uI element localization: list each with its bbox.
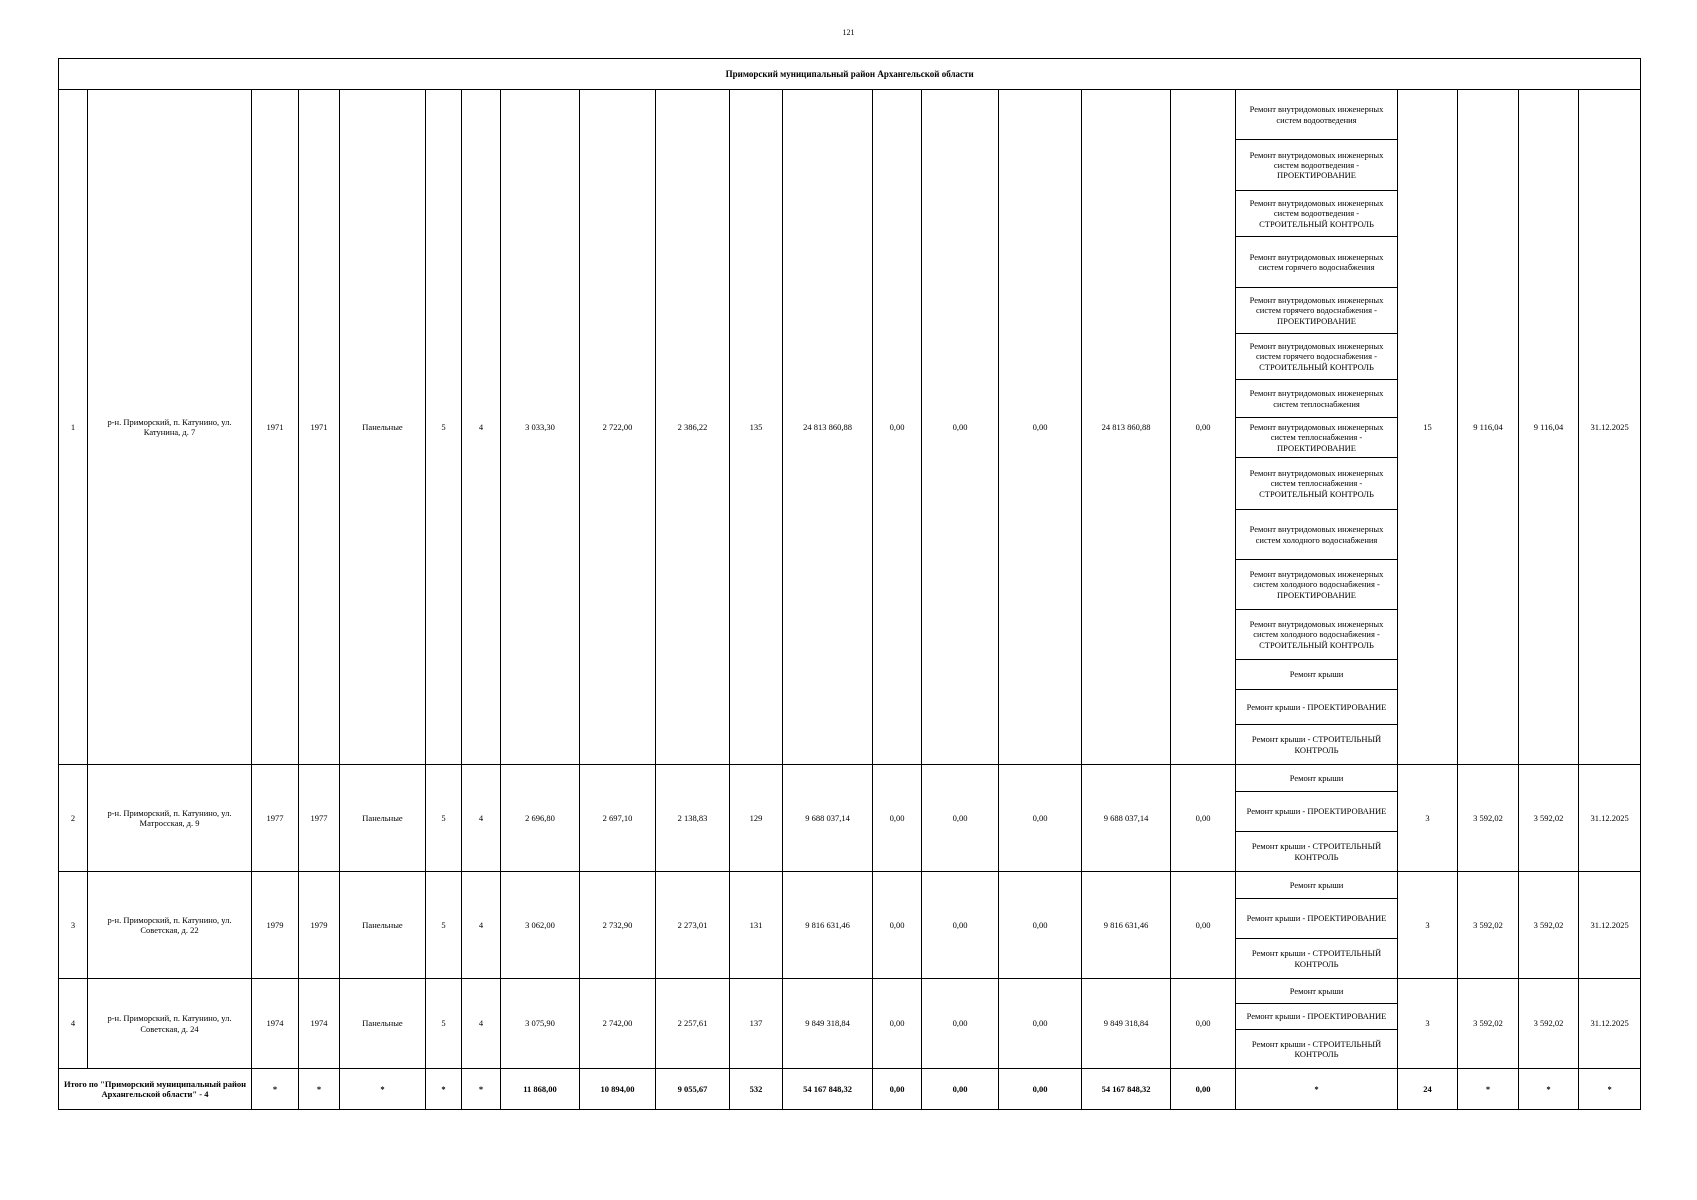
cell-year-built: 1971 bbox=[252, 90, 299, 765]
total-star: * bbox=[426, 1069, 462, 1110]
cell-area-all: 2 697,10 bbox=[580, 765, 656, 872]
total-work-count: 24 bbox=[1398, 1069, 1458, 1110]
cell-work-type: Ремонт крыши - ПРОЕКТИРОВАНИЕ bbox=[1236, 792, 1398, 832]
cell-address: р-н. Приморский, п. Катунино, ул. Советская, д. 24 bbox=[88, 979, 252, 1069]
cell-work-type: Ремонт внутридомовых инженерных систем водоотведения - СТРОИТЕЛЬНЫЙ КОНТРОЛЬ bbox=[1236, 191, 1398, 237]
cell-work-type: Ремонт крыши bbox=[1236, 765, 1398, 792]
cell-work-type: Ремонт крыши - СТРОИТЕЛЬНЫЙ КОНТРОЛЬ bbox=[1236, 832, 1398, 872]
cell-n: 4 bbox=[59, 979, 88, 1069]
cell-cost-total: 9 849 318,84 bbox=[783, 979, 873, 1069]
cell-fund-reg: 0,00 bbox=[922, 90, 999, 765]
cell-year-recon: 1971 bbox=[299, 90, 340, 765]
cell-work-type: Ремонт крыши - СТРОИТЕЛЬНЫЙ КОНТРОЛЬ bbox=[1236, 1030, 1398, 1069]
cell-area-total: 3 075,90 bbox=[501, 979, 580, 1069]
cell-work-type: Ремонт внутридомовых инженерных систем горячего водоснабжения - ПРОЕКТИРОВАНИЕ bbox=[1236, 288, 1398, 334]
cell-year-recon: 1977 bbox=[299, 765, 340, 872]
cell-floors: 5 bbox=[426, 90, 462, 765]
cell-work-type: Ремонт внутридомовых инженерных систем горячего водоснабжения bbox=[1236, 237, 1398, 288]
total-star: * bbox=[340, 1069, 426, 1110]
cell-fund-fed: 0,00 bbox=[873, 979, 922, 1069]
cell-work-type: Ремонт крыши bbox=[1236, 979, 1398, 1004]
cell-work-type: Ремонт крыши - СТРОИТЕЛЬНЫЙ КОНТРОЛЬ bbox=[1236, 939, 1398, 979]
cell-cost-limit: 3 592,02 bbox=[1519, 765, 1579, 872]
cell-fund-fed: 0,00 bbox=[873, 765, 922, 872]
cell-cost-unit: 3 592,02 bbox=[1458, 765, 1519, 872]
cell-cost-unit: 9 116,04 bbox=[1458, 90, 1519, 765]
cell-work-type: Ремонт внутридомовых инженерных систем холодного водоснабжения - СТРОИТЕЛЬНЫЙ КОНТРОЛЬ bbox=[1236, 610, 1398, 660]
cell-year-recon: 1974 bbox=[299, 979, 340, 1069]
total-area-total: 11 868,00 bbox=[501, 1069, 580, 1110]
cell-cost-limit: 3 592,02 bbox=[1519, 872, 1579, 979]
cell-work-type: Ремонт внутридомовых инженерных систем горячего водоснабжения - СТРОИТЕЛЬНЫЙ КОНТРОЛЬ bbox=[1236, 334, 1398, 380]
cell-cost-limit: 9 116,04 bbox=[1519, 90, 1579, 765]
cell-year-built: 1979 bbox=[252, 872, 299, 979]
cell-floors: 5 bbox=[426, 979, 462, 1069]
cell-wall: Панельные bbox=[340, 90, 426, 765]
cell-fund-owners: 24 813 860,88 bbox=[1082, 90, 1171, 765]
cell-n: 3 bbox=[59, 872, 88, 979]
cell-cost-unit: 3 592,02 bbox=[1458, 872, 1519, 979]
total-fund-mun: 0,00 bbox=[999, 1069, 1082, 1110]
total-star: * bbox=[1579, 1069, 1641, 1110]
total-star: * bbox=[299, 1069, 340, 1110]
cell-fund-other: 0,00 bbox=[1171, 765, 1236, 872]
cell-fund-reg: 0,00 bbox=[922, 872, 999, 979]
total-fund-fed: 0,00 bbox=[873, 1069, 922, 1110]
cell-area-all: 2 722,00 bbox=[580, 90, 656, 765]
region-title: Приморский муниципальный район Архангельской области bbox=[59, 59, 1641, 90]
table-row bbox=[59, 765, 1641, 792]
cell-fund-mun: 0,00 bbox=[999, 872, 1082, 979]
cell-work-type: Ремонт внутридомовых инженерных систем водоотведения bbox=[1236, 90, 1398, 140]
cell-deadline: 31.12.2025 bbox=[1579, 979, 1641, 1069]
cell-fund-mun: 0,00 bbox=[999, 90, 1082, 765]
table-row bbox=[59, 979, 1641, 1004]
cell-work-count: 3 bbox=[1398, 979, 1458, 1069]
cell-fund-mun: 0,00 bbox=[999, 765, 1082, 872]
cell-area-total: 3 033,30 bbox=[501, 90, 580, 765]
cell-area-res: 2 386,22 bbox=[656, 90, 730, 765]
total-row bbox=[59, 1069, 1641, 1110]
cell-address: р-н. Приморский, п. Катунино, ул. Катунина, д. 7 bbox=[88, 90, 252, 765]
cell-deadline: 31.12.2025 bbox=[1579, 765, 1641, 872]
total-star: * bbox=[1519, 1069, 1579, 1110]
cell-entrances: 4 bbox=[462, 90, 501, 765]
cell-work-type: Ремонт крыши - ПРОЕКТИРОВАНИЕ bbox=[1236, 899, 1398, 939]
cell-n: 2 bbox=[59, 765, 88, 872]
cell-work-type: Ремонт крыши bbox=[1236, 660, 1398, 690]
cell-entrances: 4 bbox=[462, 872, 501, 979]
cell-work-count: 3 bbox=[1398, 872, 1458, 979]
cell-deadline: 31.12.2025 bbox=[1579, 90, 1641, 765]
cell-fund-other: 0,00 bbox=[1171, 979, 1236, 1069]
cell-fund-owners: 9 688 037,14 bbox=[1082, 765, 1171, 872]
cell-work-count: 15 bbox=[1398, 90, 1458, 765]
cell-work-type: Ремонт крыши - СТРОИТЕЛЬНЫЙ КОНТРОЛЬ bbox=[1236, 725, 1398, 765]
cell-year-built: 1977 bbox=[252, 765, 299, 872]
cell-work-type: Ремонт крыши - ПРОЕКТИРОВАНИЕ bbox=[1236, 1004, 1398, 1030]
total-area-all: 10 894,00 bbox=[580, 1069, 656, 1110]
cell-entrances: 4 bbox=[462, 765, 501, 872]
cell-area-all: 2 732,90 bbox=[580, 872, 656, 979]
cell-work-type: Ремонт внутридомовых инженерных систем теплоснабжения - СТРОИТЕЛЬНЫЙ КОНТРОЛЬ bbox=[1236, 458, 1398, 510]
total-area-res: 9 055,67 bbox=[656, 1069, 730, 1110]
cell-work-type: Ремонт внутридомовых инженерных систем холодного водоснабжения bbox=[1236, 510, 1398, 560]
cell-fund-other: 0,00 bbox=[1171, 872, 1236, 979]
cell-residents: 137 bbox=[730, 979, 783, 1069]
cell-address: р-н. Приморский, п. Катунино, ул. Матросская, д. 9 bbox=[88, 765, 252, 872]
cell-entrances: 4 bbox=[462, 979, 501, 1069]
total-star: * bbox=[252, 1069, 299, 1110]
cell-residents: 135 bbox=[730, 90, 783, 765]
table-row bbox=[59, 872, 1641, 899]
cell-residents: 131 bbox=[730, 872, 783, 979]
cell-fund-reg: 0,00 bbox=[922, 765, 999, 872]
cell-work-type: Ремонт внутридомовых инженерных систем теплоснабжения - ПРОЕКТИРОВАНИЕ bbox=[1236, 418, 1398, 458]
total-star: * bbox=[462, 1069, 501, 1110]
cell-fund-fed: 0,00 bbox=[873, 90, 922, 765]
page-number: 121 bbox=[842, 28, 855, 37]
total-fund-other: 0,00 bbox=[1171, 1069, 1236, 1110]
cell-cost-limit: 3 592,02 bbox=[1519, 979, 1579, 1069]
total-star: * bbox=[1458, 1069, 1519, 1110]
cell-area-res: 2 257,61 bbox=[656, 979, 730, 1069]
cell-n: 1 bbox=[59, 90, 88, 765]
cell-address: р-н. Приморский, п. Катунино, ул. Советская, д. 22 bbox=[88, 872, 252, 979]
cell-year-built: 1974 bbox=[252, 979, 299, 1069]
cell-fund-reg: 0,00 bbox=[922, 979, 999, 1069]
cell-work-type: Ремонт внутридомовых инженерных систем водоотведения - ПРОЕКТИРОВАНИЕ bbox=[1236, 140, 1398, 191]
cell-area-res: 2 138,83 bbox=[656, 765, 730, 872]
total-fund-reg: 0,00 bbox=[922, 1069, 999, 1110]
cell-work-type: Ремонт крыши bbox=[1236, 872, 1398, 899]
cell-wall: Панельные bbox=[340, 765, 426, 872]
cell-fund-owners: 9 816 631,46 bbox=[1082, 872, 1171, 979]
total-star: * bbox=[1236, 1069, 1398, 1110]
cell-cost-unit: 3 592,02 bbox=[1458, 979, 1519, 1069]
total-label: Итого по "Приморский муниципальный район Архангельской области" - 4 bbox=[59, 1069, 252, 1110]
cell-fund-fed: 0,00 bbox=[873, 872, 922, 979]
cell-area-all: 2 742,00 bbox=[580, 979, 656, 1069]
cell-cost-total: 9 688 037,14 bbox=[783, 765, 873, 872]
total-cost-total: 54 167 848,32 bbox=[783, 1069, 873, 1110]
cell-wall: Панельные bbox=[340, 979, 426, 1069]
cell-work-type: Ремонт крыши - ПРОЕКТИРОВАНИЕ bbox=[1236, 690, 1398, 725]
total-residents: 532 bbox=[730, 1069, 783, 1110]
cell-deadline: 31.12.2025 bbox=[1579, 872, 1641, 979]
cell-year-recon: 1979 bbox=[299, 872, 340, 979]
cell-wall: Панельные bbox=[340, 872, 426, 979]
cell-fund-mun: 0,00 bbox=[999, 979, 1082, 1069]
cell-work-count: 3 bbox=[1398, 765, 1458, 872]
cell-floors: 5 bbox=[426, 872, 462, 979]
cell-area-total: 3 062,00 bbox=[501, 872, 580, 979]
total-fund-owners: 54 167 848,32 bbox=[1082, 1069, 1171, 1110]
cell-residents: 129 bbox=[730, 765, 783, 872]
cell-area-res: 2 273,01 bbox=[656, 872, 730, 979]
cell-fund-other: 0,00 bbox=[1171, 90, 1236, 765]
cell-cost-total: 24 813 860,88 bbox=[783, 90, 873, 765]
table-row bbox=[59, 90, 1641, 140]
repair-program-table bbox=[58, 58, 1641, 1110]
cell-fund-owners: 9 849 318,84 bbox=[1082, 979, 1171, 1069]
cell-floors: 5 bbox=[426, 765, 462, 872]
cell-work-type: Ремонт внутридомовых инженерных систем теплоснабжения bbox=[1236, 380, 1398, 418]
cell-work-type: Ремонт внутридомовых инженерных систем холодного водоснабжения - ПРОЕКТИРОВАНИЕ bbox=[1236, 560, 1398, 610]
cell-cost-total: 9 816 631,46 bbox=[783, 872, 873, 979]
cell-area-total: 2 696,80 bbox=[501, 765, 580, 872]
